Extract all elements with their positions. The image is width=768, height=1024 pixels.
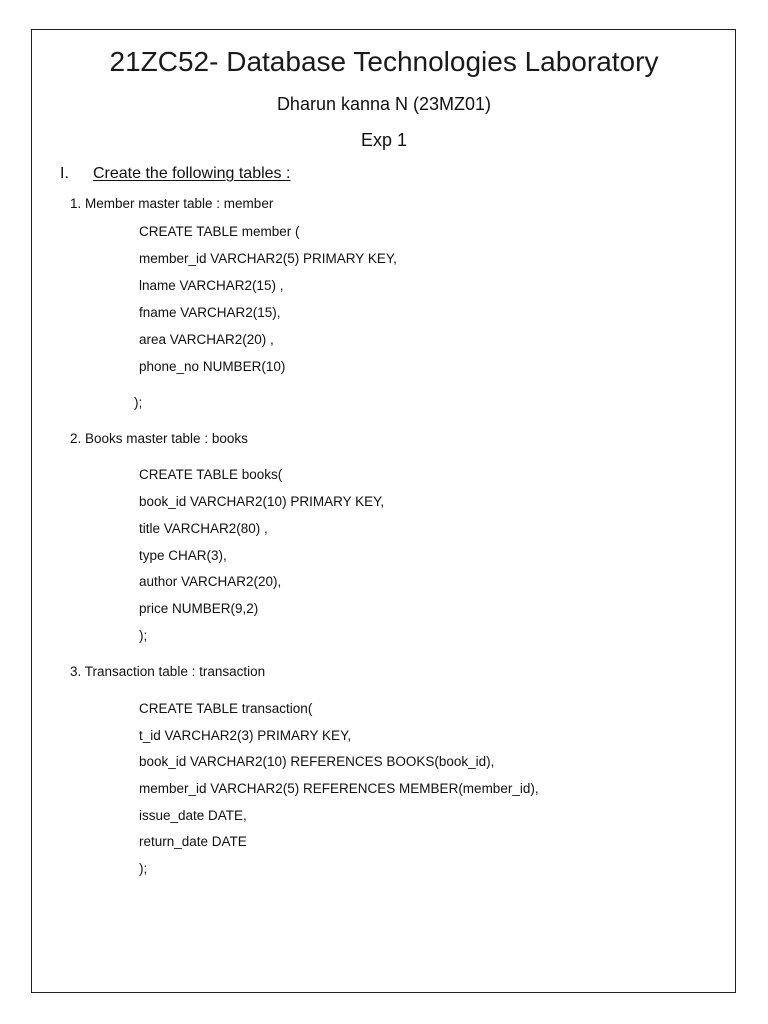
code-line: book_id VARCHAR2(10) REFERENCES BOOKS(book_id), <box>139 754 495 769</box>
code-line: ); <box>134 395 143 410</box>
code-line: price NUMBER(9,2) <box>139 601 259 616</box>
member-table-heading: 1. Member master table : member <box>70 196 274 211</box>
code-line: issue_date DATE, <box>139 808 247 823</box>
code-line: CREATE TABLE member ( <box>139 224 300 239</box>
code-line: CREATE TABLE books( <box>139 467 283 482</box>
code-line: t_id VARCHAR2(3) PRIMARY KEY, <box>139 728 352 743</box>
code-line: author VARCHAR2(20), <box>139 574 282 589</box>
transaction-table-heading: 3. Transaction table : transaction <box>70 664 266 679</box>
code-line: phone_no NUMBER(10) <box>139 359 286 374</box>
code-line: area VARCHAR2(20) , <box>139 332 274 347</box>
code-line: title VARCHAR2(80) , <box>139 521 268 536</box>
section-number: I. <box>60 165 69 182</box>
books-table-heading: 2. Books master table : books <box>70 431 248 446</box>
code-line: member_id VARCHAR2(5) PRIMARY KEY, <box>139 251 397 266</box>
author-line: Dharun kanna N (23MZ01) <box>276 94 492 114</box>
code-line: ); <box>139 861 148 876</box>
code-line: member_id VARCHAR2(5) REFERENCES MEMBER(member_id), <box>139 781 539 796</box>
code-line: book_id VARCHAR2(10) PRIMARY KEY, <box>139 494 385 509</box>
experiment-label: Exp 1 <box>360 130 408 150</box>
document-title: 21ZC52- Database Technologies Laboratory <box>109 46 659 77</box>
section-title: Create the following tables : <box>93 165 291 182</box>
code-line: return_date DATE <box>139 834 247 849</box>
code-line: ); <box>139 628 148 643</box>
code-line: type CHAR(3), <box>139 548 227 563</box>
code-line: fname VARCHAR2(15), <box>139 305 281 320</box>
code-line: CREATE TABLE transaction( <box>139 701 313 716</box>
code-line: lname VARCHAR2(15) , <box>139 278 284 293</box>
